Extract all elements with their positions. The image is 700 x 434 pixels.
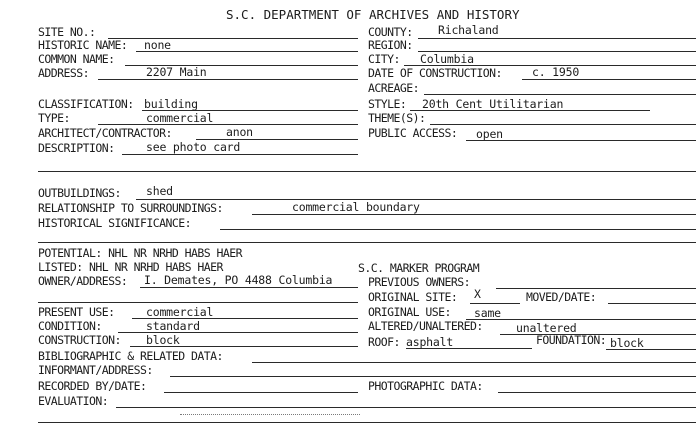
classification-value: building [144,97,198,111]
public-access-line [466,140,696,141]
previous-owners-label: PREVIOUS OWNERS: [368,275,470,289]
significance-label: HISTORICAL SIGNIFICANCE: [38,216,191,230]
public-access-label: PUBLIC ACCESS: [368,126,458,140]
description-value: see photo card [146,140,241,154]
date-label: DATE OF CONSTRUCTION: [368,66,502,80]
address-value: 2207 Main [146,65,207,79]
form-title: S.C. DEPARTMENT OF ARCHIVES AND HISTORY [226,7,520,22]
original-site-label: ORIGINAL SITE: [368,290,458,304]
acreage-line [424,94,696,95]
foundation-label: FOUNDATION: [536,333,607,347]
construction-line [130,346,358,347]
potential-row: POTENTIAL: NHL NR NRHD HABS HAER [38,246,242,260]
recorded-by-label: RECORDED BY/DATE: [38,379,147,393]
relationship-value: commercial boundary [292,200,420,214]
type-label: TYPE: [38,111,70,125]
architect-label: ARCHITECT/CONTRACTOR: [38,126,172,140]
condition-value: standard [146,319,200,333]
style-line [410,110,650,111]
themes-line [430,124,696,125]
type-value: commercial [146,111,214,125]
region-label: REGION: [368,38,413,52]
classification-label: CLASSIFICATION: [38,97,134,111]
address-label: ADDRESS: [38,66,89,80]
bibliographic-line [252,362,696,363]
moved-date-label: MOVED/DATE: [526,290,597,304]
city-value: Columbia [420,52,474,66]
photographic-label: PHOTOGRAPHIC DATA: [368,379,483,393]
outbuildings-value: shed [146,184,173,198]
historic-name-value: none [144,38,171,52]
common-name-label: COMMON NAME: [38,52,115,66]
scan-artifact-dots [180,414,360,415]
marker-program-label: S.C. MARKER PROGRAM [358,261,480,275]
public-access-value: open [476,127,503,141]
photographic-line [498,392,696,393]
listed-row: LISTED: NHL NR NRHD HABS HAER [38,260,223,274]
significance-line [220,229,696,230]
original-use-value: same [474,306,501,320]
bibliographic-label: BIBLIOGRAPHIC & RELATED DATA: [38,349,223,363]
evaluation-extra-line [38,422,696,423]
acreage-label: ACREAGE: [368,81,419,95]
altered-label: ALTERED/UNALTERED: [368,319,483,333]
city-label: CITY: [368,52,400,66]
present-use-value: commercial [146,305,214,319]
present-use-label: PRESENT USE: [38,305,115,319]
county-label: COUNTY: [368,25,413,39]
condition-label: CONDITION: [38,319,102,333]
original-use-line [466,319,696,320]
altered-value: unaltered [516,321,577,335]
themes-label: THEME(S): [368,111,426,125]
recorded-by-line [164,392,358,393]
moved-date-line [608,303,696,304]
foundation-value: block [610,336,644,350]
address-line [98,79,358,80]
roof-line [406,348,532,349]
owner-line [140,287,358,288]
original-site-line [470,303,520,304]
roof-value: asphalt [406,335,454,349]
significance-extra-line [38,242,696,243]
evaluation-line [116,407,696,408]
description-extra-line [38,171,696,172]
site-no-label: SITE NO.: [38,25,96,39]
owner-value: I. Demates, PO 4488 Columbia [144,273,333,287]
description-line [122,154,358,155]
style-value: 20th Cent Utilitarian [422,97,564,111]
style-label: STYLE: [368,97,407,111]
description-label: DESCRIPTION: [38,141,115,155]
owner-extra-line [38,302,358,303]
date-value: c. 1950 [532,65,580,79]
county-line [418,38,696,39]
relationship-label: RELATIONSHIP TO SURROUNDINGS: [38,201,223,215]
outbuildings-label: OUTBUILDINGS: [38,186,121,200]
informant-line [170,376,696,377]
relationship-line [252,214,696,215]
date-line [522,79,696,80]
previous-owners-line [496,288,696,289]
construction-value: block [146,333,180,347]
county-value: Richaland [438,23,499,37]
roof-label: ROOF: [368,335,400,349]
construction-label: CONSTRUCTION: [38,333,121,347]
foundation-line [606,349,696,350]
original-site-value: X [474,287,481,301]
historic-name-label: HISTORIC NAME: [38,38,128,52]
architect-value: anon [226,125,253,139]
owner-label: OWNER/ADDRESS: [38,274,128,288]
original-use-label: ORIGINAL USE: [368,305,451,319]
informant-label: INFORMANT/ADDRESS: [38,363,153,377]
historic-name-line [136,51,358,52]
evaluation-label: EVALUATION: [38,394,109,408]
